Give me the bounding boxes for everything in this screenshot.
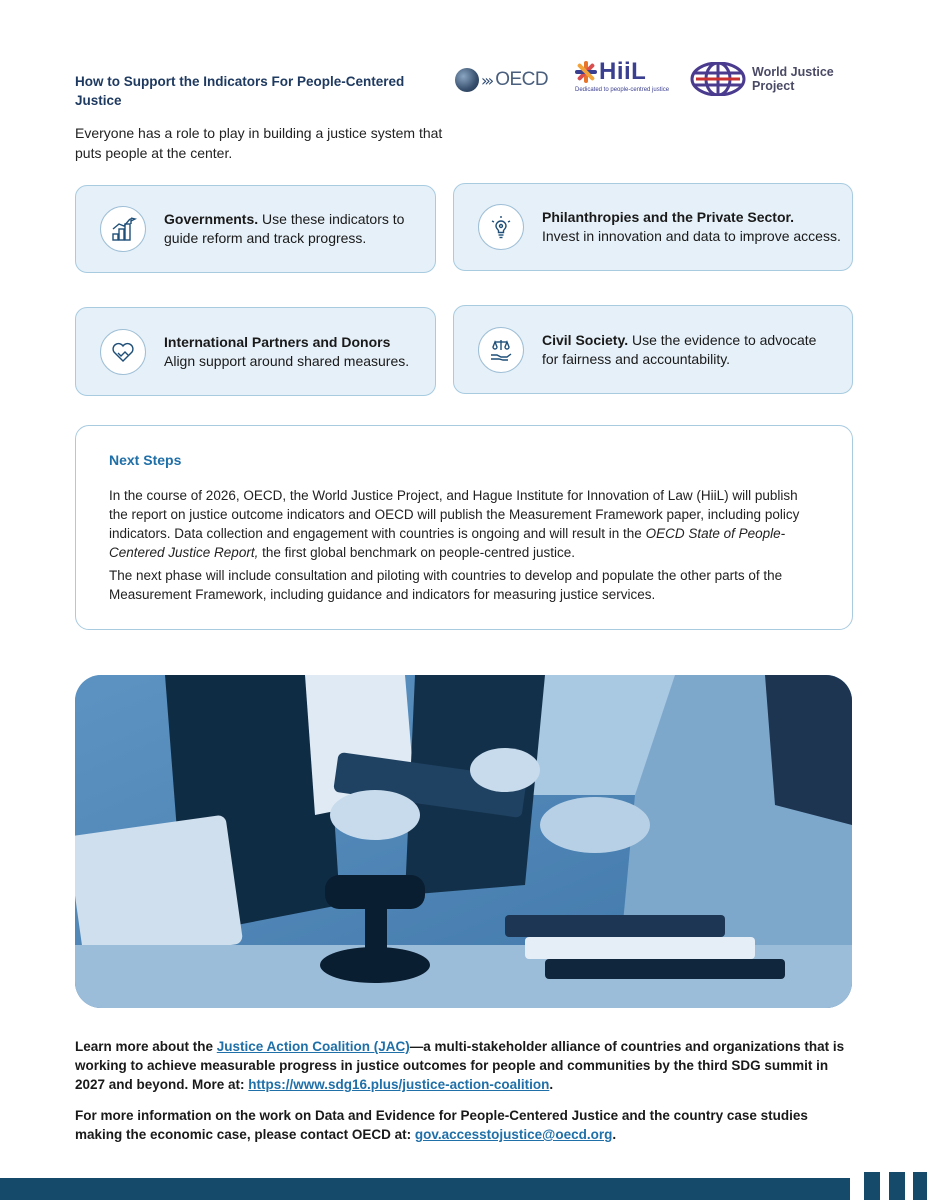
card-philanthropies-text — [542, 208, 842, 246]
wjp-globe-icon — [690, 62, 746, 96]
contact-email-link[interactable]: gov.accesstojustice@oecd.org — [414, 1127, 613, 1142]
footer-p2-end: . — [612, 1127, 617, 1142]
next-steps-paragraph-1 — [109, 486, 809, 562]
hiil-logo — [575, 58, 669, 93]
bottom-bar-segment — [889, 1172, 905, 1200]
footer-jac-paragraph — [75, 1037, 855, 1094]
card-governments-title: Governments. — [164, 211, 259, 227]
growth-chart-icon — [100, 206, 146, 252]
bottom-bar-segment — [864, 1172, 880, 1200]
oecd-chevrons-icon: ››› — [481, 70, 492, 90]
next-steps-paragraph-2: The next phase will include consultation and piloting with countries to develop and populate the other parts of the Measurement Framework, including guidance and indicators for measuring justice services. — [109, 568, 783, 602]
hiil-logo-text: HiiL — [599, 58, 647, 85]
wjp-line2: Project — [752, 79, 795, 93]
jac-url-link[interactable]: https://www.sdg16.plus/justice-action-coalition — [248, 1077, 550, 1092]
oecd-globe-icon — [455, 68, 479, 92]
footer-contact-paragraph — [75, 1106, 855, 1144]
card-civil-society-text — [542, 331, 832, 369]
card-international-partners-body: Align support around shared measures. — [164, 353, 410, 369]
bottom-bar — [0, 1178, 850, 1200]
next-steps-p1-text: In the course of 2026, OECD, the World Justice Project, and Hague Institute for Innovation of Law (HiiL) will publish the report on justice outcome indicators and OECD will publish the Measurement Framework paper, including policy indicators. Data collection and engagement with countries is ongoing and will result in the — [109, 488, 800, 541]
footer-p2-text: For more information on the work on Data and Evidence for People-Centered Justice and the country case studies making the economic case, please contact OECD at: — [75, 1108, 808, 1142]
jac-link[interactable]: Justice Action Coalition (JAC) — [216, 1039, 410, 1054]
card-philanthropies — [453, 183, 853, 271]
lightbulb-icon — [478, 204, 524, 250]
card-governments-body: Use these indicators to guide reform and track progress. — [164, 211, 405, 246]
card-philanthropies-body: Invest in innovation and data to improve access. — [542, 228, 841, 244]
footer-p1-description: —a multi-stakeholder alliance of countries and organizations that is working to achieve measurable progress in justice outcomes for people and communities by the third SDG summit in 2027 and beyond. More at: — [75, 1039, 845, 1092]
card-governments-text — [164, 210, 414, 248]
footer-p1-end: . — [549, 1077, 554, 1092]
card-international-partners — [75, 307, 436, 396]
card-international-partners-title: International Partners and Donors — [164, 334, 391, 350]
next-steps-box — [75, 425, 853, 630]
hiil-tagline: Dedicated to people-centred justice — [575, 87, 670, 93]
hiil-star-icon — [575, 61, 597, 83]
page-heading: How to Support the Indicators For People-Centered Justice — [75, 74, 405, 108]
oecd-logo — [455, 68, 548, 92]
intro-text: Everyone has a role to play in building a justice system that puts people at the center. — [75, 125, 443, 161]
wjp-line1: World Justice — [752, 65, 834, 79]
oecd-logo-text: OECD — [495, 69, 549, 90]
footer-p1-text: Learn more about the — [75, 1039, 217, 1054]
handshake-heart-icon — [100, 329, 146, 375]
next-steps-title: Next Steps — [109, 452, 182, 468]
card-civil-society-body: Use the evidence to advocate for fairness and accountability. — [542, 332, 817, 367]
next-steps-report-title: OECD State of People-Centered Justice Report, — [109, 526, 786, 560]
scales-hand-icon — [478, 327, 524, 373]
next-steps-p1-end: the first global benchmark on people-centred justice. — [258, 545, 576, 560]
card-international-partners-text — [164, 333, 424, 371]
card-governments — [75, 185, 436, 273]
card-civil-society — [453, 305, 853, 394]
bottom-bar-segment — [913, 1172, 927, 1200]
card-philanthropies-title: Philanthropies and the Private Sector. — [542, 209, 795, 225]
wjp-logo-text — [752, 65, 834, 93]
wjp-logo — [690, 62, 834, 96]
meeting-photo — [75, 675, 852, 1008]
partner-logos — [455, 58, 855, 102]
card-civil-society-title: Civil Society. — [542, 332, 629, 348]
